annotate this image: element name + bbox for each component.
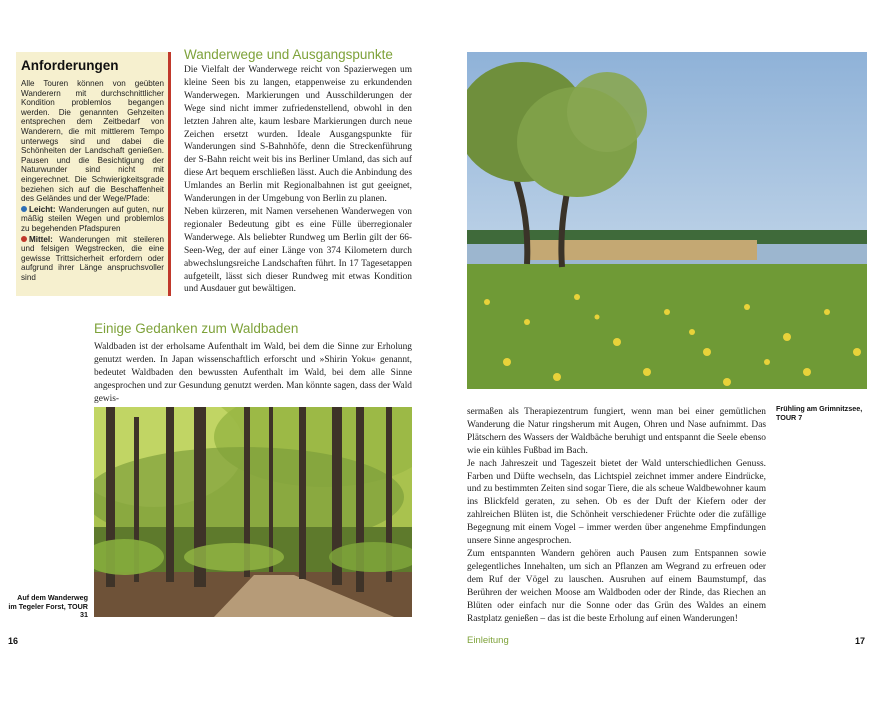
level-easy-label: Leicht:	[29, 204, 56, 214]
level-medium-text: Wanderungen mit steileren und felsigen Wegstrecken, die eine gewisse Trittsicherheit erfordern oder aufgrund ihrer Länge anspruchsvoller sind	[21, 234, 164, 282]
section2-continued-text	[467, 406, 766, 625]
lake-photo	[467, 52, 867, 389]
page-number-left: 16	[8, 636, 19, 646]
requirements-box	[16, 52, 169, 296]
section1-text	[184, 64, 412, 296]
forest-photo	[94, 407, 412, 617]
section1-paragraph-2: Neben kürzeren, mit Namen versehenen Wanderwegen von regionaler Bedeutung gibt es eine Fülle überregionaler Wanderwege. Als beliebter Rundweg um Berlin gilt der 66-Seen-Weg, der auf einer Länge von 374 Kilometern durch abwechslungsreiche Landschaften führt. In 17 Tagesetappen aufgeteilt, lässt sich dieser Rundweg mit etwas Kondition und Ausdauer gut bewältigen.	[184, 206, 412, 295]
section-heading-wanderwege: Wanderwege und Ausgangspunkte	[184, 47, 393, 62]
red-dot-icon	[21, 236, 27, 242]
requirements-intro: Alle Touren können von geübten Wanderern mit durchschnittlicher Kondition problemlos begangen werden. Die genannten Gehzeiten entsprechen dem Zeitbedarf von Wanderern, die mit mittlerem Tempo unterwegs sind und dabei die Schönheiten der Landschaft genießen. Pausen und die Besichtigung der Naturwunder sind nicht mit eingerechnet. Die Schwierigkeitsgrade beziehen sich auf die Beschaffenheit des Geländes und der Wege/Pfade:	[21, 79, 164, 204]
blue-dot-icon	[21, 206, 27, 212]
section2-paragraph-1: Waldbaden ist der erholsame Aufenthalt im Wald, bei dem die Sinne zur Erholung genutzt werden. In Japan wissenschaftlich erforscht und »Shirin Yoku« genannt, bedeutet Waldbaden den bewussten Aufenthalt im Wald, bei dem alle Sinne angesprochen und zur Gesundung genutzt werden. Man könnte sagen, dass der Wald gewis-	[94, 342, 412, 404]
section2-paragraph-4: Zum entspannten Wandern gehören auch Pausen zum Entspannen sowie gelegentliches Innehalten, um sich an Pflanzen am Wegrand zu erfreuen oder dem Ruf der Vögel zu lauschen. Ausruhen auf einem Baumstumpf, das Berühren der weichen Moose am Waldboden oder der Rinde, das Riechen an Blüten oder einfach nur die Sonne oder das Grün des Waldes an einem Rastplatz genießen – das ist die beste Erholung auf einen Wanderungen!	[467, 548, 766, 624]
section2-paragraph-2: sermaßen als Therapiezentrum fungiert, wenn man bei einer gemütlichen Wanderung die Natur ringsherum mit Augen, Ohren und Nase aufnimmt. Das Plätschern des Wassers der Waldbäche beruhigt und entspannt die Seele ebenso wie ein kühles Fußbad im Bach.	[467, 407, 766, 456]
section2-text	[94, 341, 412, 406]
level-easy	[21, 205, 164, 234]
level-medium	[21, 235, 164, 283]
level-medium-label: Mittel:	[29, 234, 53, 244]
section2-paragraph-3: Je nach Jahreszeit und Tageszeit bietet der Wald unterschiedlichen Genuss. Farben und Düfte wechseln, das Lichtspiel zeichnet immer andere Eindrücke, und zu bestimmten Zeiten sind sogar Tiere, die als scheue Waldbewohner kaum ins Blickfeld geraten, zu sehen. Ob es der Duft der Kiefern oder der zahlreichen Blüten ist, die Schönheit verschiedener Früchte oder die zufällige Begegnung mit einem Vogel – immer werden über angenehme Empfindungen unsere Sinne angesprochen.	[467, 458, 766, 547]
footer-section-label: Einleitung	[467, 635, 509, 646]
page-number-right: 17	[855, 636, 866, 646]
section-heading-waldbaden: Einige Gedanken zum Waldbaden	[94, 321, 299, 336]
forest-caption: Auf dem Wanderweg im Tegeler Forst, TOUR 31	[8, 593, 88, 620]
level-easy-text: Wanderungen auf guten, nur mäßig steilen Wegen und problemlos zu begehenden Pfadspuren	[21, 204, 165, 233]
section1-paragraph-1: Die Vielfalt der Wanderwege reicht von Spazierwegen um kleine Seen bis zu langen, etappenweise zu erkundenden Wanderwegen. Markierungen und Ausschilderungen der Wege sind nicht immer zufriedenstellend, obwohl in den letzten Jahren alte, kaum lesbare Markierungen durch neue Zeichen ersetzt wurden. Ideale Ausgangspunkte für Wanderungen sind S-Bahnhöfe, denn die Streckenführung der S-Bahn reicht weit bis ins Berliner Umland, das sich auf diese Art bequem erschließen lässt. Auch die Anbindung des Umlandes an Berlin mit Regionalbahnen ist gut geeignet, Wanderungen in der Umgebung von Berlin zu planen.	[184, 65, 412, 205]
requirements-title: Anforderungen	[21, 58, 119, 73]
lake-caption: Frühling am Grimnitzsee, TOUR 7	[776, 404, 863, 422]
requirements-body	[21, 79, 164, 282]
box-accent-bar	[168, 52, 171, 296]
